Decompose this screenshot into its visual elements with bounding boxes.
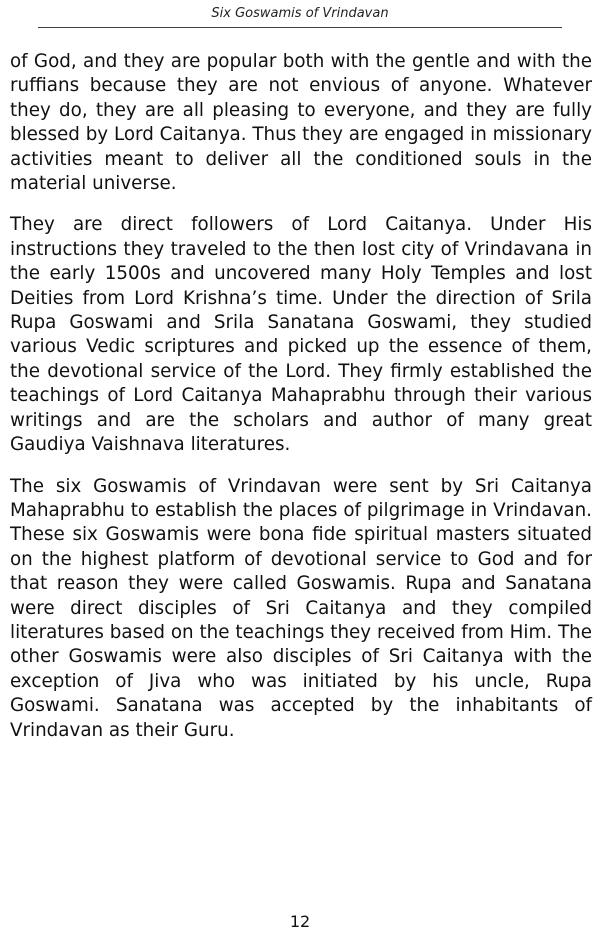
page-number: 12 [289,912,311,931]
running-header: Six Goswamis of Vrindavan [211,6,389,21]
page-body [10,50,592,760]
paragraph-3: The six Goswamis of Vrindavan were sent by Sri Caitanya Mahaprabhu to establish the places of pilgrimage in Vrindavan. These six Goswamis were bona fide spiritual masters situated on the highest platform of devotional service to God and for that reason they were called Goswamis. Rupa and Sanatana were direct disciples of Sri Caitanya and they compiled literatures based on the teachings they received from Him. The other Goswamis were also disciples of Sri Caitanya with the exception of Jiva who was initiated by his uncle, Rupa Goswami. Sanatana was accepted by the inhabitants of Vrindavan as their Guru. [10,475,592,741]
paragraph-1: of God, and they are popular both with the gentle and with the ruffians because they are not envious of anyone. Whatever they do, they are all pleasing to everyone, and they are fully blessed by Lord Caitanya. Thus they are engaged in missionary activities meant to deliver all the conditioned souls in the material universe. [10,51,592,195]
header-divider [38,27,562,28]
paragraph-2: They are direct followers of Lord Caitanya. Under His instructions they traveled to the then lost city of Vrindavana in the early 1500s and uncovered many Holy Temples and lost Deities from Lord Krishna’s time. Under the direction of Srila Rupa Goswami and Srila Sanatana Goswami, they studied various Vedic scriptures and picked up the essence of them, the devotional service of the Lord. They firmly established the teachings of Lord Caitanya Mahaprabhu through their various writings and are the scholars and author of many great Gaudiya Vaishnava literatures. [10,214,592,456]
